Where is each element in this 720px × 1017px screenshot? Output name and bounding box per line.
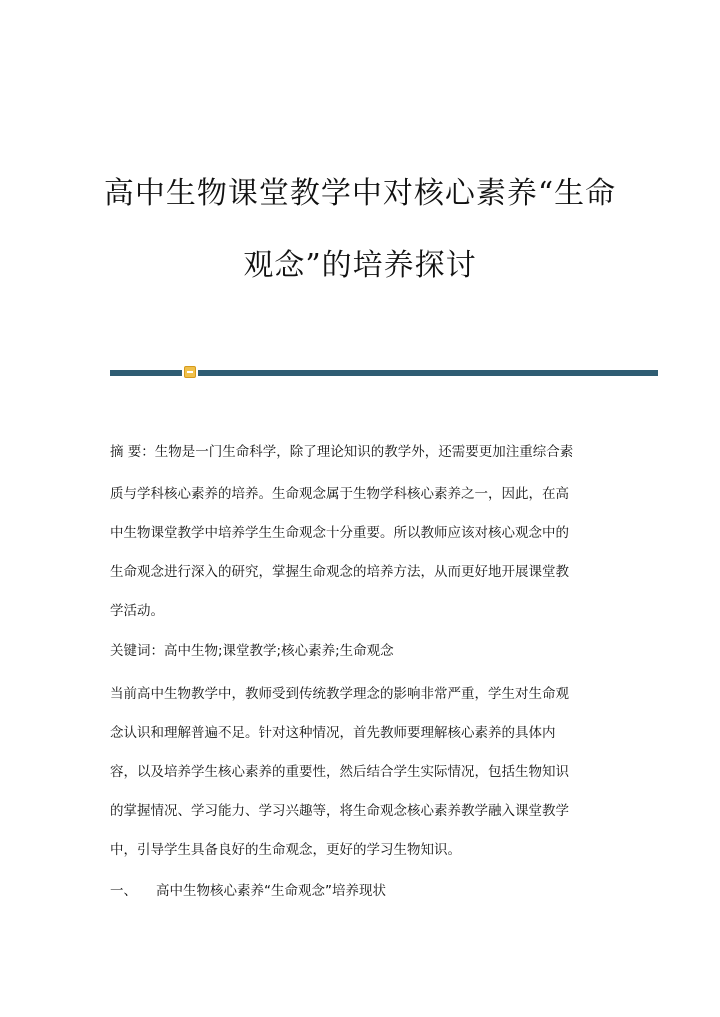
- abstract-line: 摘 要：生物是一门生命科学，除了理论知识的教学外，还需要更加注重综合素: [110, 444, 574, 460]
- abstract-line: 质与学科核心素养的培养。生命观念属于生物学科核心素养之一，因此，在高: [110, 486, 569, 502]
- abstract-line: 中生物课堂教学中培养学生生命观念十分重要。所以教师应该对核心观念中的: [110, 525, 569, 541]
- section-title: 高中生物核心素养“生命观念”培养现状: [156, 883, 386, 899]
- abstract-line: 生命观念进行深入的研究，掌握生命观念的培养方法，从而更好地开展课堂教: [110, 564, 569, 580]
- intro-line: 当前高中生物教学中，教师受到传统教学理念的影响非常严重，学生对生命观: [110, 686, 569, 702]
- section-number: 一、: [110, 883, 137, 899]
- document-title-line-2: 观念”的培养探讨: [243, 248, 477, 283]
- title-divider: [110, 366, 658, 378]
- intro-line: 的掌握情况、学习能力、学习兴趣等，将生命观念核心素养教学融入课堂教学: [110, 803, 569, 819]
- divider-emblem-icon: [184, 366, 196, 378]
- intro-line: 容，以及培养学生核心素养的重要性，然后结合学生实际情况，包括生物知识: [110, 764, 569, 780]
- intro-line: 念认识和理解普遍不足。针对这种情况，首先教师要理解核心素养的具体内: [110, 725, 556, 741]
- divider-bar-right: [198, 370, 658, 376]
- intro-line: 中，引导学生具备良好的生命观念，更好的学习生物知识。: [110, 842, 461, 858]
- divider-bar-left: [110, 370, 182, 376]
- keywords-text: 关键词：高中生物;课堂教学;核心素养;生命观念: [110, 643, 394, 659]
- document-title-line-1: 高中生物课堂教学中对核心素养“生命: [103, 176, 617, 211]
- abstract-line: 学活动。: [110, 603, 164, 619]
